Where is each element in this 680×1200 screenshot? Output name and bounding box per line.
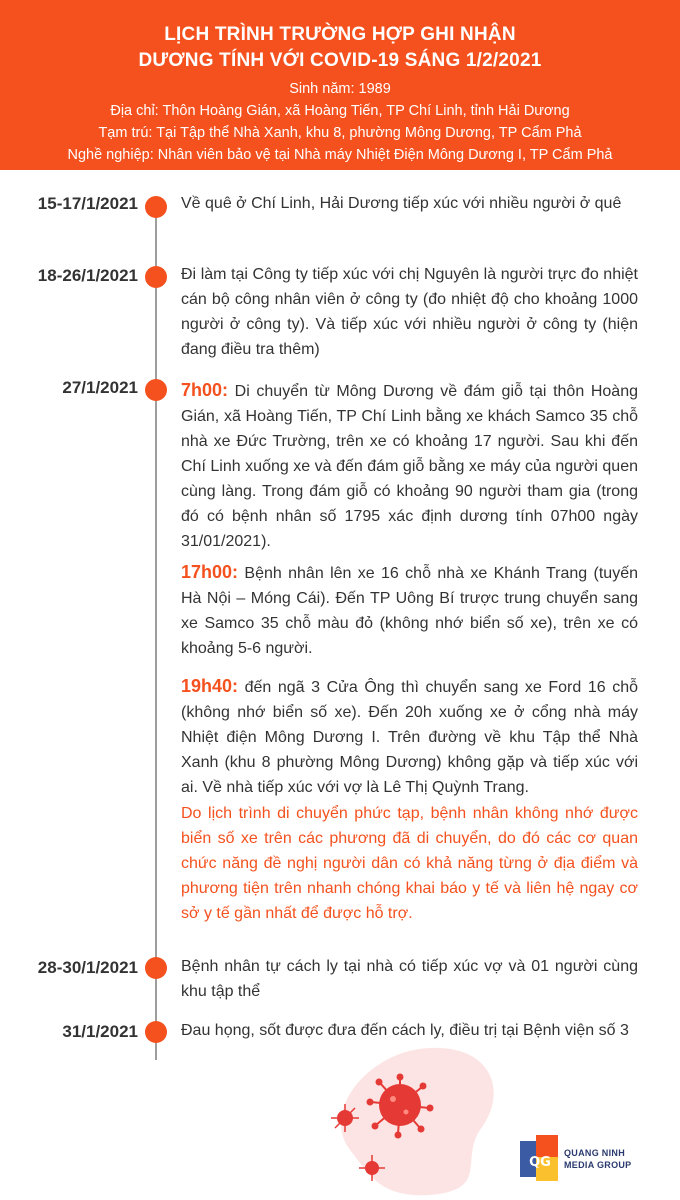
timeline-date-4: 28-30/1/2021: [37, 958, 138, 977]
qg-logo-icon: [520, 1135, 560, 1183]
event-entry-17h00: [181, 560, 638, 661]
event-text: đến ngã 3 Cửa Ông thì chuyển sang xe Ford 16 chỗ (không nhớ biển số xe). Đến 20h xuống xe ở cổng nhà máy Nhiệt điện Mông Dương I. Trên đường về khu Tập thể Nhà Xanh (khu 8 phường Mông Dương) không gặp và tiếp xúc với ai. Về nhà tiếp xúc với vợ là Lê Thị Quỳnh Trang.: [181, 679, 638, 796]
warning-notice: Do lịch trình di chuyển phức tạp, bệnh nhân không nhớ được biển số xe trên các phương đã di chuyển, do đó các cơ quan chức năng đề nghị người dân có khả năng từng ở địa điểm và phương tiện trên nhanh chóng khai báo y tế và liên hệ ngay cơ sở y tế gần nhất để được hỗ trợ.: [181, 805, 638, 922]
timeline-dot-1: [145, 196, 167, 218]
virus-illustration: [310, 1030, 530, 1200]
timeline-dot-4: [145, 957, 167, 979]
title-line-1: LỊCH TRÌNH TRƯỜNG HỢP GHI NHẬN: [164, 24, 516, 45]
timeline-event-3: [181, 378, 638, 554]
timeline-dot-5: [145, 1021, 167, 1043]
page-title: [0, 22, 680, 74]
timeline-event-2: Đi làm tại Công ty tiếp xúc với chị Nguyên là người trực đo nhiệt cán bộ công nhân viên ở công ty (đo nhiệt độ cho khoảng 1000 người ở công ty). Và tiếp xúc với nhiều người ở công ty (hiện đang điều tra thêm): [181, 266, 638, 358]
event-time: 17h00:: [181, 562, 239, 582]
timeline-event-3b: [181, 560, 638, 661]
event-entry-7h00: [181, 378, 638, 554]
timeline-date-2: 18-26/1/2021: [37, 266, 138, 285]
event-text: Di chuyển từ Mông Dương về đám giỗ tại thôn Hoàng Gián, xã Hoàng Tiến, TP Chí Linh bằng xe khách Samco 35 chỗ nhà xe Đức Trường, trên xe có khoảng 17 người. Sau khi đến Chí Linh xuống xe và đến đám giỗ bằng xe máy của người quen cùng làng. Trong đám giỗ có khoảng 90 người tham gia (trong đó có bệnh nhân số 1795 xác định dương tính 07h00 ngày 31/01/2021).: [181, 383, 638, 550]
timeline-dot-3: [145, 379, 167, 401]
logo-line-2: MEDIA GROUP: [564, 1160, 632, 1170]
timeline-event-4: Bệnh nhân tự cách ly tại nhà có tiếp xúc vợ và 01 người cùng khu tập thể: [181, 958, 638, 1000]
patient-info: [0, 78, 680, 166]
svg-text:QG: QG: [529, 1155, 551, 1170]
timeline-event-1: Về quê ở Chí Linh, Hải Dương tiếp xúc với nhiều người ở quê: [181, 195, 622, 212]
timeline-line: [155, 200, 157, 1060]
timeline-date-3: 27/1/2021: [62, 378, 138, 397]
event-text: Bệnh nhân lên xe 16 chỗ nhà xe Khánh Trang (tuyến Hà Nội – Móng Cái). Đến TP Uông Bí trược trung chuyển sang xe Samco 35 chỗ màu đỏ (không nhớ biển số xe), trên xe có khoảng 5-6 người.: [181, 565, 638, 657]
timeline-date-5: 31/1/2021: [62, 1022, 138, 1041]
timeline-event-5: Đau họng, sốt được đưa đến cách ly, điều trị tại Bệnh viện số 3: [181, 1022, 629, 1039]
timeline-event-3c: [181, 674, 638, 800]
temporary-residence: Tạm trú: Tại Tập thể Nhà Xanh, khu 8, phường Mông Dương, TP Cẩm Phả: [98, 125, 582, 141]
event-time: 7h00:: [181, 380, 229, 400]
brand-logo: [520, 1135, 670, 1185]
event-time: 19h40:: [181, 676, 239, 696]
event-entry-19h40: [181, 674, 638, 800]
header-banner: [0, 0, 680, 170]
occupation: Nghề nghiệp: Nhân viên bảo vệ tại Nhà máy Nhiệt Điện Mông Dương I, TP Cẩm Phả: [67, 147, 613, 163]
address: Địa chỉ: Thôn Hoàng Gián, xã Hoàng Tiến, TP Chí Linh, tỉnh Hải Dương: [110, 103, 570, 119]
timeline-date-1: 15-17/1/2021: [37, 194, 138, 213]
title-line-2: DƯƠNG TÍNH VỚI COVID-19 SÁNG 1/2/2021: [138, 50, 542, 71]
birth-year: Sinh năm: 1989: [289, 81, 391, 97]
logo-line-1: QUANG NINH: [564, 1148, 625, 1158]
timeline-dot-2: [145, 266, 167, 288]
